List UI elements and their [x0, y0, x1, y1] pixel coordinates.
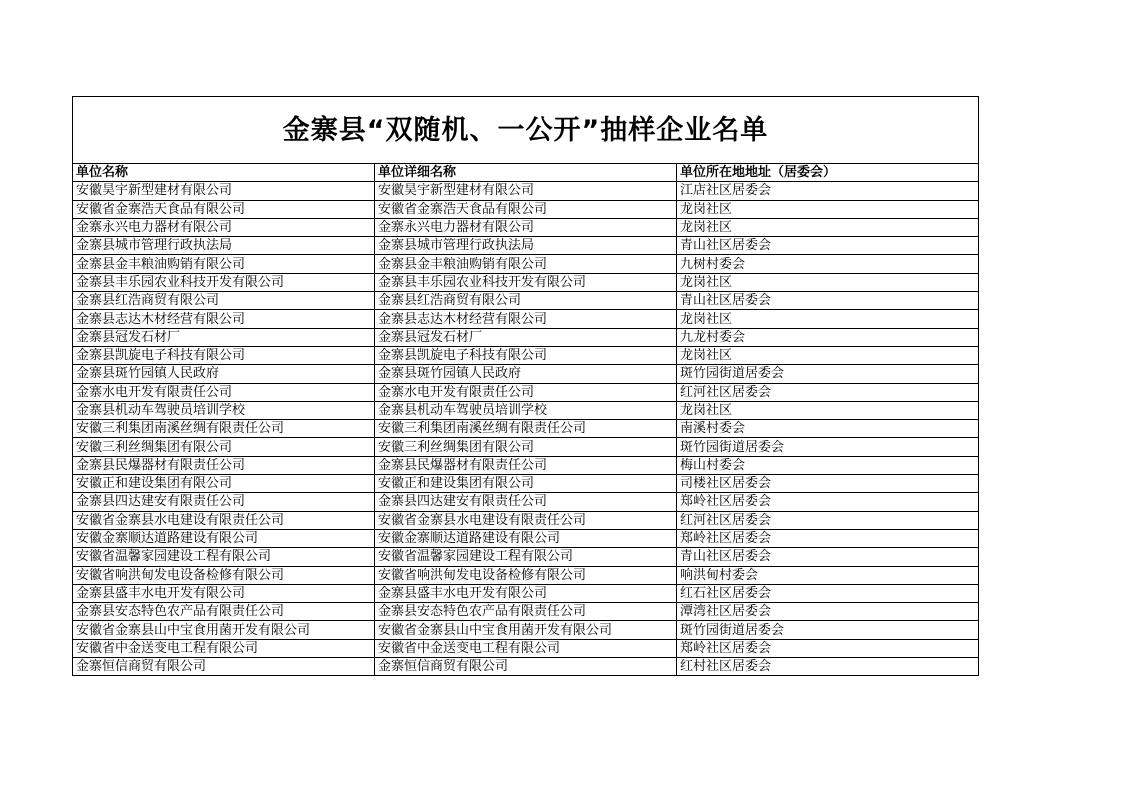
- table-row: [73, 475, 979, 493]
- table-row: [73, 548, 979, 566]
- cell-unit-name: 安徽三利集团南溪丝绸有限责任公司: [73, 420, 375, 438]
- cell-unit-full-name: 安徽省金寨县水电建设有限责任公司: [375, 511, 677, 529]
- header-unit-full-name: 单位详细名称: [375, 164, 677, 182]
- table-body: [73, 182, 979, 676]
- header-unit-name: 单位名称: [73, 164, 375, 182]
- page-title: 金寨县“双随机、一公开”抽样企业名单: [73, 97, 979, 164]
- table-row: [73, 255, 979, 273]
- cell-unit-name: 安徽金寨顺达道路建设有限公司: [73, 529, 375, 547]
- cell-unit-address: 九龙村委会: [677, 328, 979, 346]
- cell-unit-address: 红河社区居委会: [677, 511, 979, 529]
- cell-unit-name: 金寨水电开发有限责任公司: [73, 383, 375, 401]
- cell-unit-name: 安徽省响洪甸发电设备检修有限公司: [73, 566, 375, 584]
- cell-unit-full-name: 安徽三利集团南溪丝绸有限责任公司: [375, 420, 677, 438]
- cell-unit-name: 安徽省金寨县水电建设有限责任公司: [73, 511, 375, 529]
- cell-unit-full-name: 金寨县民爆器材有限责任公司: [375, 456, 677, 474]
- table-row: [73, 218, 979, 236]
- table-row: [73, 603, 979, 621]
- table-row: [73, 182, 979, 200]
- cell-unit-name: 安徽省中金送变电工程有限公司: [73, 639, 375, 657]
- cell-unit-address: 斑竹园街道居委会: [677, 365, 979, 383]
- cell-unit-address: 九树村委会: [677, 255, 979, 273]
- table-row: [73, 658, 979, 676]
- cell-unit-name: 安徽省金寨浩天食品有限公司: [73, 200, 375, 218]
- cell-unit-name: 金寨县安态特色农产品有限责任公司: [73, 603, 375, 621]
- cell-unit-name: 金寨县机动车驾驶员培训学校: [73, 401, 375, 419]
- cell-unit-address: 龙岗社区: [677, 200, 979, 218]
- cell-unit-name: 安徽省温馨家园建设工程有限公司: [73, 548, 375, 566]
- cell-unit-full-name: 金寨恒信商贸有限公司: [375, 658, 677, 676]
- cell-unit-full-name: 金寨县金丰粮油购销有限公司: [375, 255, 677, 273]
- cell-unit-full-name: 安徽省金寨县山中宝食用菌开发有限公司: [375, 621, 677, 639]
- cell-unit-address: 龙岗社区: [677, 401, 979, 419]
- cell-unit-name: 安徽昊宇新型建材有限公司: [73, 182, 375, 200]
- table-row: [73, 621, 979, 639]
- cell-unit-address: 郑岭社区居委会: [677, 529, 979, 547]
- cell-unit-name: 金寨县斑竹园镇人民政府: [73, 365, 375, 383]
- table-row: [73, 493, 979, 511]
- cell-unit-full-name: 安徽昊宇新型建材有限公司: [375, 182, 677, 200]
- cell-unit-name: 金寨县金丰粮油购销有限公司: [73, 255, 375, 273]
- cell-unit-name: 金寨县凯旋电子科技有限公司: [73, 346, 375, 364]
- cell-unit-address: 江店社区居委会: [677, 182, 979, 200]
- cell-unit-name: 安徽三利丝绸集团有限公司: [73, 438, 375, 456]
- cell-unit-full-name: 金寨县机动车驾驶员培训学校: [375, 401, 677, 419]
- cell-unit-full-name: 金寨县志达木材经营有限公司: [375, 310, 677, 328]
- cell-unit-name: 金寨恒信商贸有限公司: [73, 658, 375, 676]
- title-row: [73, 97, 979, 164]
- cell-unit-name: 金寨县红浩商贸有限公司: [73, 292, 375, 310]
- cell-unit-full-name: 金寨永兴电力器材有限公司: [375, 218, 677, 236]
- cell-unit-name: 金寨县丰乐园农业科技开发有限公司: [73, 273, 375, 291]
- table-row: [73, 456, 979, 474]
- cell-unit-name: 金寨永兴电力器材有限公司: [73, 218, 375, 236]
- cell-unit-full-name: 安徽省金寨浩天食品有限公司: [375, 200, 677, 218]
- cell-unit-name: 金寨县志达木材经营有限公司: [73, 310, 375, 328]
- cell-unit-name: 安徽正和建设集团有限公司: [73, 475, 375, 493]
- cell-unit-full-name: 安徽省中金送变电工程有限公司: [375, 639, 677, 657]
- cell-unit-name: 金寨县盛丰水电开发有限公司: [73, 584, 375, 602]
- cell-unit-name: 金寨县冠发石材厂: [73, 328, 375, 346]
- cell-unit-address: 龙岗社区: [677, 346, 979, 364]
- cell-unit-address: 红河社区居委会: [677, 383, 979, 401]
- table-row: [73, 639, 979, 657]
- cell-unit-full-name: 金寨县丰乐园农业科技开发有限公司: [375, 273, 677, 291]
- cell-unit-address: 郑岭社区居委会: [677, 639, 979, 657]
- cell-unit-full-name: 安徽正和建设集团有限公司: [375, 475, 677, 493]
- table-row: [73, 292, 979, 310]
- cell-unit-name: 金寨县城市管理行政执法局: [73, 237, 375, 255]
- cell-unit-full-name: 金寨县冠发石材厂: [375, 328, 677, 346]
- table-row: [73, 328, 979, 346]
- table-row: [73, 273, 979, 291]
- cell-unit-address: 龙岗社区: [677, 218, 979, 236]
- table-row: [73, 237, 979, 255]
- cell-unit-full-name: 金寨县斑竹园镇人民政府: [375, 365, 677, 383]
- cell-unit-address: 梅山村委会: [677, 456, 979, 474]
- cell-unit-address: 南溪村委会: [677, 420, 979, 438]
- table-row: [73, 420, 979, 438]
- table-row: [73, 566, 979, 584]
- cell-unit-full-name: 金寨县城市管理行政执法局: [375, 237, 677, 255]
- header-unit-address: 单位所在地地址（居委会）: [677, 164, 979, 182]
- cell-unit-name: 金寨县民爆器材有限责任公司: [73, 456, 375, 474]
- cell-unit-name: 安徽省金寨县山中宝食用菌开发有限公司: [73, 621, 375, 639]
- table-row: [73, 529, 979, 547]
- cell-unit-address: 斑竹园街道居委会: [677, 438, 979, 456]
- cell-unit-address: 响洪甸村委会: [677, 566, 979, 584]
- cell-unit-full-name: 安徽省温馨家园建设工程有限公司: [375, 548, 677, 566]
- cell-unit-full-name: 金寨县红浩商贸有限公司: [375, 292, 677, 310]
- table-row: [73, 383, 979, 401]
- table-row: [73, 310, 979, 328]
- cell-unit-name: 金寨县四达建安有限责任公司: [73, 493, 375, 511]
- cell-unit-full-name: 金寨县四达建安有限责任公司: [375, 493, 677, 511]
- cell-unit-address: 潭湾社区居委会: [677, 603, 979, 621]
- cell-unit-full-name: 金寨县凯旋电子科技有限公司: [375, 346, 677, 364]
- table-row: [73, 365, 979, 383]
- cell-unit-full-name: 安徽金寨顺达道路建设有限公司: [375, 529, 677, 547]
- cell-unit-address: 青山社区居委会: [677, 292, 979, 310]
- cell-unit-address: 青山社区居委会: [677, 548, 979, 566]
- cell-unit-address: 红石社区居委会: [677, 584, 979, 602]
- table-row: [73, 584, 979, 602]
- cell-unit-full-name: 安徽三利丝绸集团有限公司: [375, 438, 677, 456]
- cell-unit-full-name: 金寨县安态特色农产品有限责任公司: [375, 603, 677, 621]
- header-row: [73, 164, 979, 182]
- cell-unit-address: 龙岗社区: [677, 273, 979, 291]
- table-row: [73, 346, 979, 364]
- company-list-table: [72, 96, 979, 676]
- cell-unit-full-name: 金寨水电开发有限责任公司: [375, 383, 677, 401]
- table-row: [73, 438, 979, 456]
- cell-unit-address: 斑竹园街道居委会: [677, 621, 979, 639]
- cell-unit-address: 青山社区居委会: [677, 237, 979, 255]
- table-row: [73, 511, 979, 529]
- cell-unit-address: 龙岗社区: [677, 310, 979, 328]
- table-row: [73, 200, 979, 218]
- table-row: [73, 401, 979, 419]
- cell-unit-address: 司楼社区居委会: [677, 475, 979, 493]
- cell-unit-address: 红村社区居委会: [677, 658, 979, 676]
- cell-unit-full-name: 金寨县盛丰水电开发有限公司: [375, 584, 677, 602]
- cell-unit-address: 郑岭社区居委会: [677, 493, 979, 511]
- cell-unit-full-name: 安徽省响洪甸发电设备检修有限公司: [375, 566, 677, 584]
